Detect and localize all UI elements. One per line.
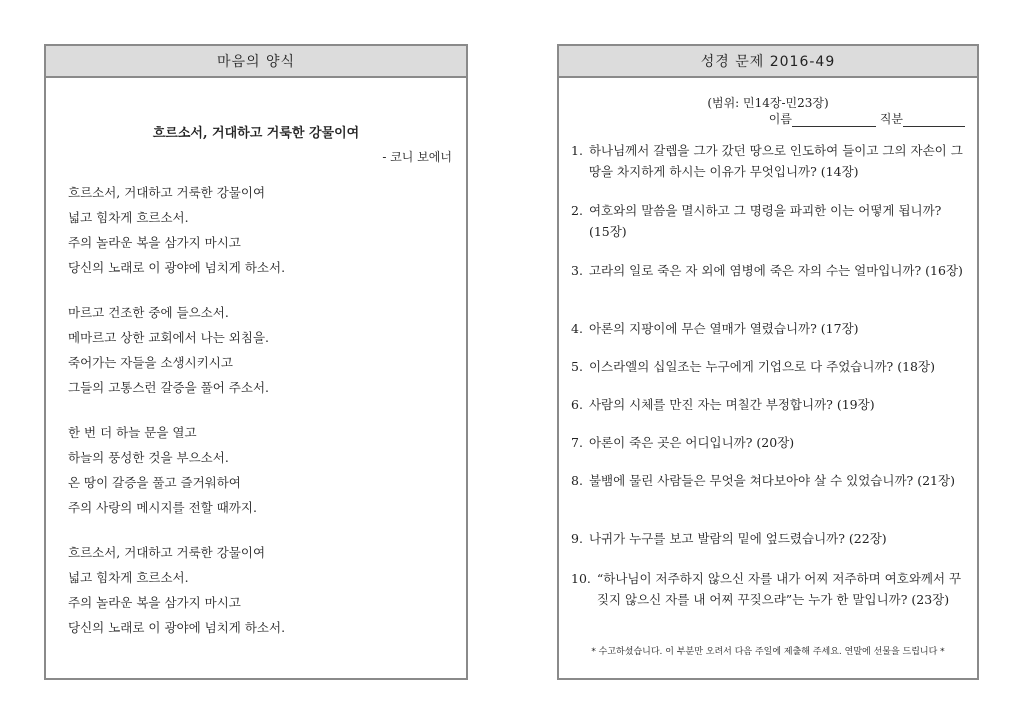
question-item: [571, 394, 965, 415]
question-text: 아론이 죽은 곳은 어디입니까? (20장): [588, 435, 795, 450]
poem-line: 마르고 건조한 중에 들으소서.: [68, 305, 229, 320]
question-number: 7.: [571, 435, 583, 450]
question-item: [571, 260, 965, 281]
question-number: 9.: [571, 531, 583, 546]
footer-note: * 수고하셨습니다. 이 부분만 오려서 다음 주일에 제출해 주세요. 연말에 선물을 드립니다 *: [591, 647, 945, 657]
question-item: [571, 200, 965, 242]
devotional-panel: [44, 44, 468, 680]
poem-line: 죽어가는 자들을 소생시키시고: [68, 355, 233, 370]
question-number: 6.: [571, 397, 583, 412]
poem-stanza-4: [68, 540, 285, 640]
question-number: 10.: [571, 571, 591, 586]
question-text: 고라의 일로 죽은 자 외에 염병에 죽은 자의 수는 얼마입니까? (16장): [588, 263, 963, 278]
question-number: 5.: [571, 359, 583, 374]
poem-line: 그들의 고통스런 갈증을 풀어 주소서.: [68, 380, 269, 395]
quiz-header: 성경 문제 2016-49: [559, 46, 977, 78]
question-item: [571, 528, 965, 549]
bible-quiz-panel: [557, 44, 979, 680]
poem-line: 당신의 노래로 이 광야에 넘치게 하소서.: [68, 620, 286, 635]
question-item: [571, 140, 965, 182]
poem-line: 흐르소서, 거대하고 거룩한 강물이여: [68, 185, 266, 200]
poem-stanza-1: [68, 180, 285, 280]
poem-line: 주의 놀라운 복을 삼가지 마시고: [68, 235, 241, 250]
question-item: [571, 432, 965, 453]
position-blank[interactable]: [903, 114, 965, 127]
poem-line: 주의 놀라운 복을 삼가지 마시고: [68, 595, 241, 610]
question-item: [571, 356, 965, 377]
question-item: [571, 568, 965, 610]
poem-author: - 코니 보에너: [382, 150, 452, 164]
poem-line: 한 번 더 하늘 문을 열고: [68, 425, 197, 440]
poem-line: 메마르고 상한 교회에서 나는 외침을.: [68, 330, 269, 345]
name-blank[interactable]: [792, 114, 876, 127]
question-item: [571, 318, 965, 339]
poem-stanza-3: [68, 420, 257, 520]
question-text: 사람의 시체를 만진 자는 며칠간 부정합니까? (19장): [588, 397, 875, 412]
position-label: 직분: [879, 112, 903, 126]
question-text: 여호와의 말씀을 멸시하고 그 명령을 파괴한 이는 어떻게 됩니까? (15장): [588, 203, 942, 239]
question-number: 4.: [571, 321, 583, 336]
poem-line: 넓고 힘차게 흐르소서.: [68, 210, 189, 225]
name-label: 이름: [768, 112, 792, 126]
question-text: “하나님이 저주하지 않으신 자를 내가 어찌 저주하며 여호와께서 꾸짖지 않으신 자를 내 어찌 꾸짖으랴”는 누가 한 말입니까? (23장): [596, 571, 962, 607]
poem-stanza-2: [68, 300, 269, 400]
devotional-header: 마음의 양식: [46, 46, 466, 78]
name-position-line: [769, 110, 965, 127]
quiz-range: (범위: 민14장-민23장): [707, 96, 829, 110]
question-text: 하나님께서 갈렙을 그가 갔던 땅으로 인도하여 들이고 그의 자손이 그 땅을 차지하게 하시는 이유가 무엇입니까? (14장): [588, 143, 963, 179]
poem-title: 흐르소서, 거대하고 거룩한 강물이여: [152, 126, 360, 141]
question-number: 3.: [571, 263, 583, 278]
question-text: 이스라엘의 십일조는 누구에게 기업으로 다 주었습니까? (18장): [588, 359, 935, 374]
question-text: 나귀가 누구를 보고 발람의 밑에 엎드렸습니까? (22장): [588, 531, 887, 546]
poem-line: 주의 사랑의 메시지를 전할 때까지.: [68, 500, 257, 515]
question-number: 8.: [571, 473, 583, 488]
poem-line: 당신의 노래로 이 광야에 넘치게 하소서.: [68, 260, 286, 275]
question-number: 1.: [571, 143, 583, 158]
question-text: 불뱀에 물린 사람들은 무엇을 쳐다보아야 살 수 있었습니까? (21장): [588, 473, 955, 488]
question-item: [571, 470, 965, 491]
poem-line: 하늘의 풍성한 것을 부으소서.: [68, 450, 229, 465]
question-number: 2.: [571, 203, 583, 218]
question-text: 아론의 지팡이에 무슨 열매가 열렸습니까? (17장): [588, 321, 859, 336]
poem-line: 온 땅이 갈증을 풀고 즐거워하여: [68, 475, 241, 490]
poem-line: 흐르소서, 거대하고 거룩한 강물이여: [68, 545, 266, 560]
poem-line: 넓고 힘차게 흐르소서.: [68, 570, 189, 585]
